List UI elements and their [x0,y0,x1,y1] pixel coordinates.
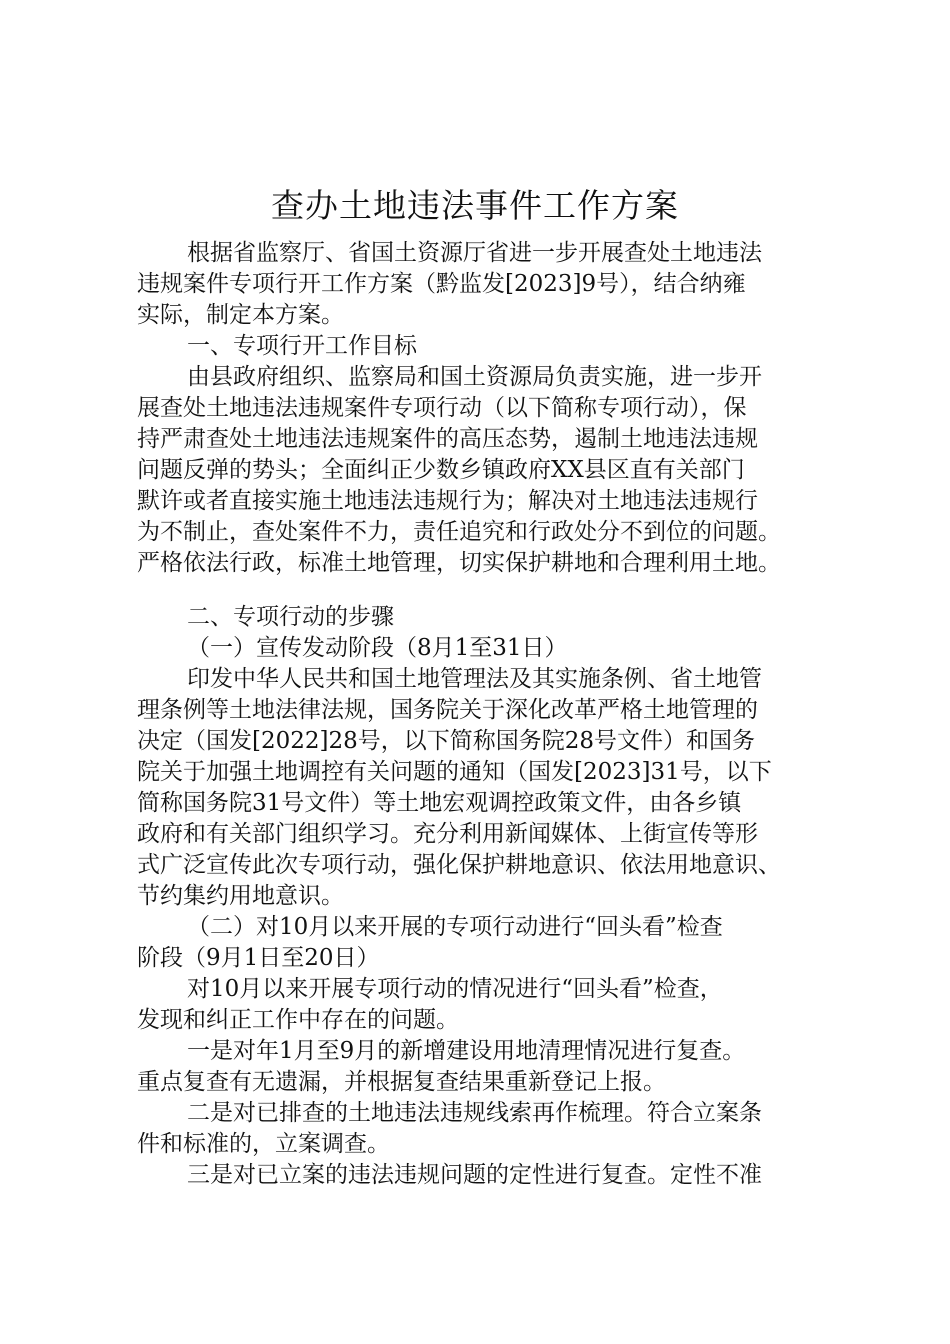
paragraph-line: 式广泛宣传此次专项行动，强化保护耕地意识、依法用地意识、 [137,852,781,878]
paragraph-line: 三是对已立案的违法违规问题的定性进行复查。定性不准 [187,1162,762,1188]
paragraph-line: 件和标准的，立案调查。 [137,1131,390,1157]
subsection-heading: （一）宣传发动阶段（8月1至31日） [187,635,568,661]
paragraph-line: 政府和有关部门组织学习。充分利用新闻媒体、上街宣传等形 [137,821,758,847]
paragraph-line: 简称国务院31号文件）等土地宏观调控政策文件，由各乡镇 [137,790,742,816]
subsection-heading: 阶段（9月1日至20日） [137,945,380,971]
subsection-heading: （二）对10月以来开展的专项行动进行“回头看”检查 [187,914,723,940]
paragraph-line: 决定（国发[2022]28号，以下简称国务院28号文件）和国务 [137,728,756,754]
paragraph-line: 理条例等土地法律法规，国务院关于深化改革严格土地管理的 [137,697,758,723]
paragraph-line: 重点复查有无遗漏，并根据复查结果重新登记上报。 [137,1069,666,1095]
paragraph-line: 根据省监察厅、省国土资源厅省进一步开展查处土地违法 [187,240,762,266]
paragraph-line: 印发中华人民共和国土地管理法及其实施条例、省土地管 [187,666,762,692]
paragraph-line: 实际，制定本方案。 [137,302,344,328]
paragraph-line: 严格依法行政，标准土地管理，切实保护耕地和合理利用土地。 [137,550,781,576]
section-heading: 一、专项行开工作目标 [187,333,417,359]
paragraph-line: 持严肃查处土地违法违规案件的高压态势，遏制土地违法违规 [137,426,758,452]
paragraph-line: 默许或者直接实施土地违法违规行为；解决对土地违法违规行 [137,488,758,514]
paragraph-line: 院关于加强土地调控有关问题的通知（国发[2023]31号，以下 [137,759,772,785]
paragraph-line: 展查处土地违法违规案件专项行动（以下简称专项行动），保 [137,395,747,421]
paragraph-line: 一是对年1月至9月的新增建设用地清理情况进行复查。 [187,1038,746,1064]
paragraph-line: 问题反弹的势头；全面纠正少数乡镇政府XX县区直有关部门 [137,457,745,483]
paragraph-line: 节约集约用地意识。 [137,883,344,909]
document-title: 查办土地违法事件工作方案 [271,186,679,225]
paragraph-line: 二是对已排查的土地违法违规线索再作梳理。符合立案条 [187,1100,762,1126]
paragraph-line: 由县政府组织、监察局和国土资源局负责实施，进一步开 [187,364,762,390]
paragraph-line: 为不制止，查处案件不力，责任追究和行政处分不到位的问题。 [137,519,781,545]
paragraph-line: 违规案件专项行开工作方案（黔监发[2023]9号），结合纳雍 [137,271,746,297]
paragraph-line: 发现和纠正工作中存在的问题。 [137,1007,459,1033]
section-heading: 二、专项行动的步骤 [187,604,394,630]
paragraph-line: 对10月以来开展专项行动的情况进行“回头看”检查， [187,976,723,1002]
